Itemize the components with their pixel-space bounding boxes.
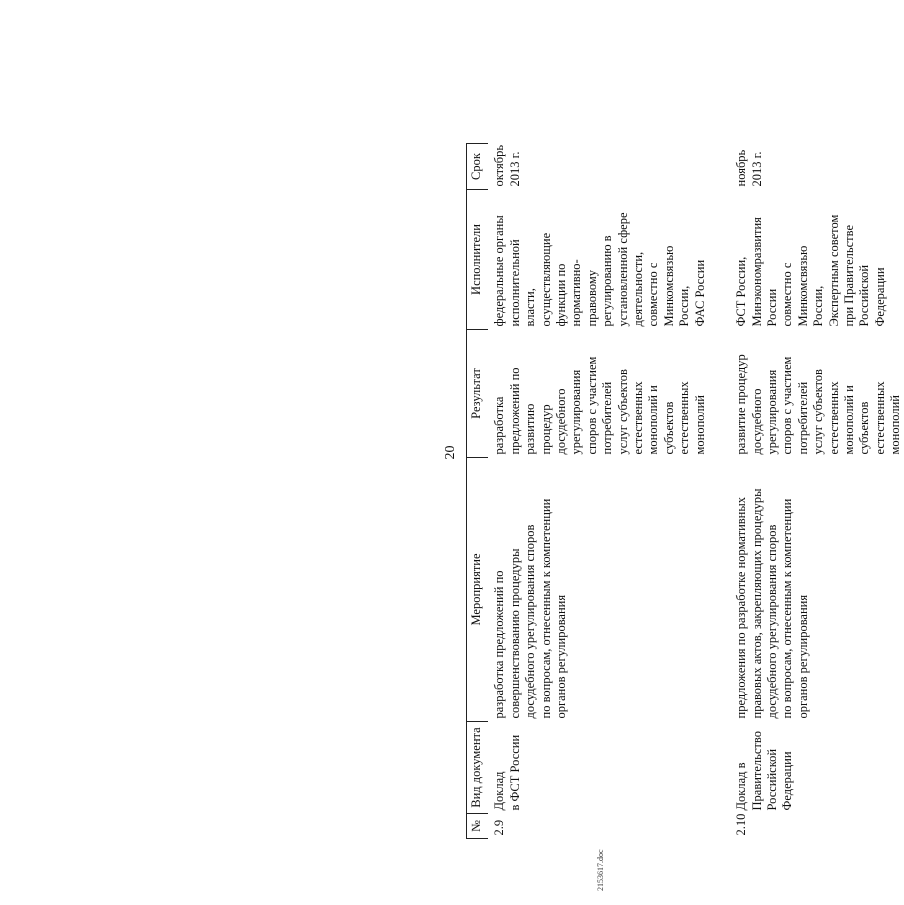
footer-doc-code: 2153617.doc — [596, 849, 605, 891]
cell-result: развитие процедур досудебного урегулирования споров с участием потребителей услуг субъектов естественных монополий и субъектов естественных монополий — [734, 354, 903, 455]
table-header-row — [467, 144, 489, 839]
header-num: № — [467, 814, 489, 839]
header-action: Мероприятие — [467, 458, 489, 722]
header-deadline: Срок — [467, 144, 489, 190]
measures-table — [466, 143, 904, 839]
cell-deadline: ноябрь 2013 г. — [734, 149, 764, 187]
table-row — [488, 144, 708, 839]
cell-executors: ФСТ России, Минэкономразвития России совместно с Минкомсвязью России, Экспертным советом при Правительстве Российской Федерации — [734, 214, 887, 327]
cell-num: 2.9 — [492, 819, 507, 836]
header-doc-type: Вид документа — [467, 722, 489, 814]
cell-doc-type: Доклад в ФСТ России — [492, 734, 522, 811]
page-number: 20 — [443, 445, 458, 460]
header-result: Результат — [467, 330, 489, 458]
table-row — [708, 144, 903, 839]
cell-action: разработка предложений по совершенствованию процедуры досудебного урегулирования споров по вопросам, отнесенным к компетенции органов регулирования — [492, 498, 569, 719]
cell-executors: федеральные органы исполнительной власти, осуществляющие функции по нормативно- правовому регулированию в установленной сфере деятельности, совместно с Минкомсвязью России, ФАС России — [492, 212, 707, 327]
header-executors: Исполнители — [467, 190, 489, 330]
cell-result: разработка предложений по развитию процедур досудебного урегулирования споров с участием потребителей услуг субъектов естественных монополий и субъектов естественных монополий — [492, 356, 707, 455]
cell-deadline: октябрь 2013 г. — [492, 144, 522, 187]
cell-num: 2.10 — [734, 813, 749, 836]
cell-doc-type: Доклад в Правительство Российской Федерации — [734, 731, 795, 811]
cell-action: предложения по разработке нормативных правовых актов, закрепляющих процедуры досудебного урегулирования споров по вопросам, отнесенным к компетенции органов регулирования — [734, 488, 810, 719]
